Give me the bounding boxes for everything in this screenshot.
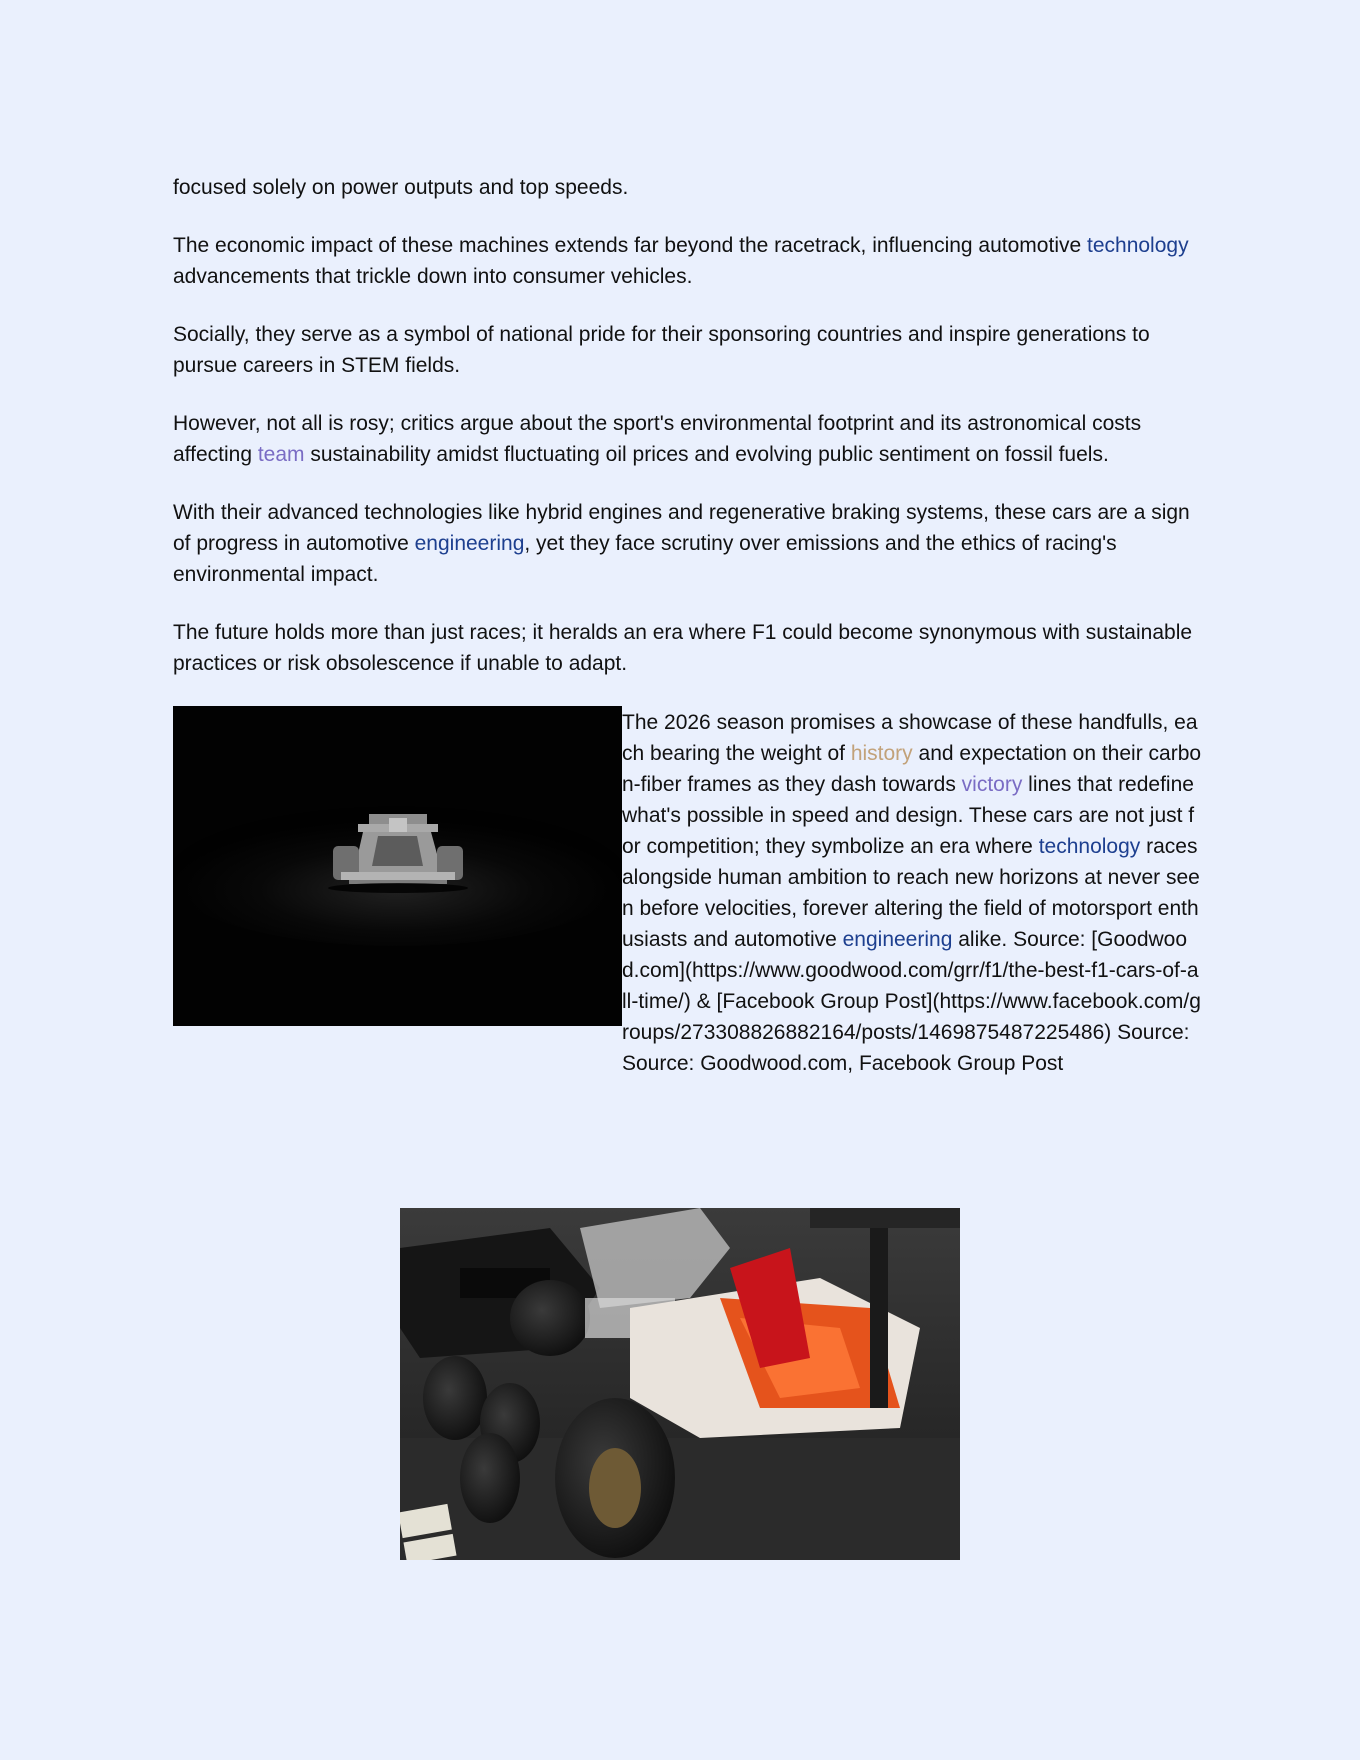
image-caption-text xyxy=(622,707,1202,1079)
f1-car-dark-photo xyxy=(173,706,622,1026)
paragraph xyxy=(173,319,1193,381)
paragraph-text: and expectation on their carbon-fiber frames as they dash towards xyxy=(622,742,1202,796)
paragraph xyxy=(173,497,1193,590)
technology-link[interactable]: technology xyxy=(1038,835,1141,858)
paragraph-text: With their advanced technologies like hybrid engines and regenerative braking systems, these cars are a sign of progress in automotive xyxy=(173,501,1190,555)
history-link[interactable]: history xyxy=(850,742,913,765)
f1-car-icon xyxy=(173,706,622,1026)
engineering-link[interactable]: engineering xyxy=(414,532,525,555)
paragraph-text: races alongside human ambition to reach new horizons at never seen before velocities, forever altering the field of motorsport enthusiasts and automotive xyxy=(622,835,1200,951)
paragraph-text: lines that redefine what's possible in speed and design. These cars are not just for competition; they symbolize an era where xyxy=(622,773,1195,858)
victory-link[interactable]: victory xyxy=(961,773,1023,796)
paragraph-text: The future holds more than just races; it heralds an era where F1 could become synonymous with sustainable practices or risk obsolescence if unable to adapt. xyxy=(173,621,1193,675)
technology-link[interactable]: technology xyxy=(1087,234,1189,257)
race-cars-exhibition-photo xyxy=(400,1208,960,1560)
paragraph xyxy=(173,617,1193,679)
paragraph-text: The 2026 season promises a showcase of these handfulls, each bearing the weight of xyxy=(622,711,1198,765)
paragraph-text: alike. Source: [Goodwood.com](https://www.goodwood.com/grr/f1/the-best-f1-cars-of-all-time/) & [Facebook Group Post](https://www.facebook.com/groups/273308826882164/posts/1469875487225486) Source: Source: Goodwood.com, Facebook Group Post xyxy=(622,928,1201,1075)
paragraph-text: sustainability amidst fluctuating oil prices and evolving public sentiment on fossil fuels. xyxy=(304,443,1109,466)
paragraph xyxy=(173,408,1193,470)
race-cars-icon xyxy=(400,1208,960,1560)
image-text-row xyxy=(173,706,1202,1126)
paragraph-text: Socially, they serve as a symbol of national pride for their sponsoring countries and inspire generations to pursue careers in STEM fields. xyxy=(173,323,1150,377)
paragraph-text: advancements that trickle down into consumer vehicles. xyxy=(173,265,693,288)
paragraph xyxy=(173,172,1193,203)
paragraph-text: focused solely on power outputs and top speeds. xyxy=(173,176,629,199)
article-body xyxy=(173,172,1202,1126)
engineering-link[interactable]: engineering xyxy=(842,928,953,951)
paragraph-text: However, not all is rosy; critics argue about the sport's environmental footprint and its astronomical costs affecting xyxy=(173,412,1142,466)
paragraph-text: The economic impact of these machines extends far beyond the racetrack, influencing automotive xyxy=(173,234,1087,257)
team-link[interactable]: team xyxy=(257,443,305,466)
paragraph xyxy=(173,230,1193,292)
paragraph-text: , yet they face scrutiny over emissions and the ethics of racing's environmental impact. xyxy=(173,532,1117,586)
